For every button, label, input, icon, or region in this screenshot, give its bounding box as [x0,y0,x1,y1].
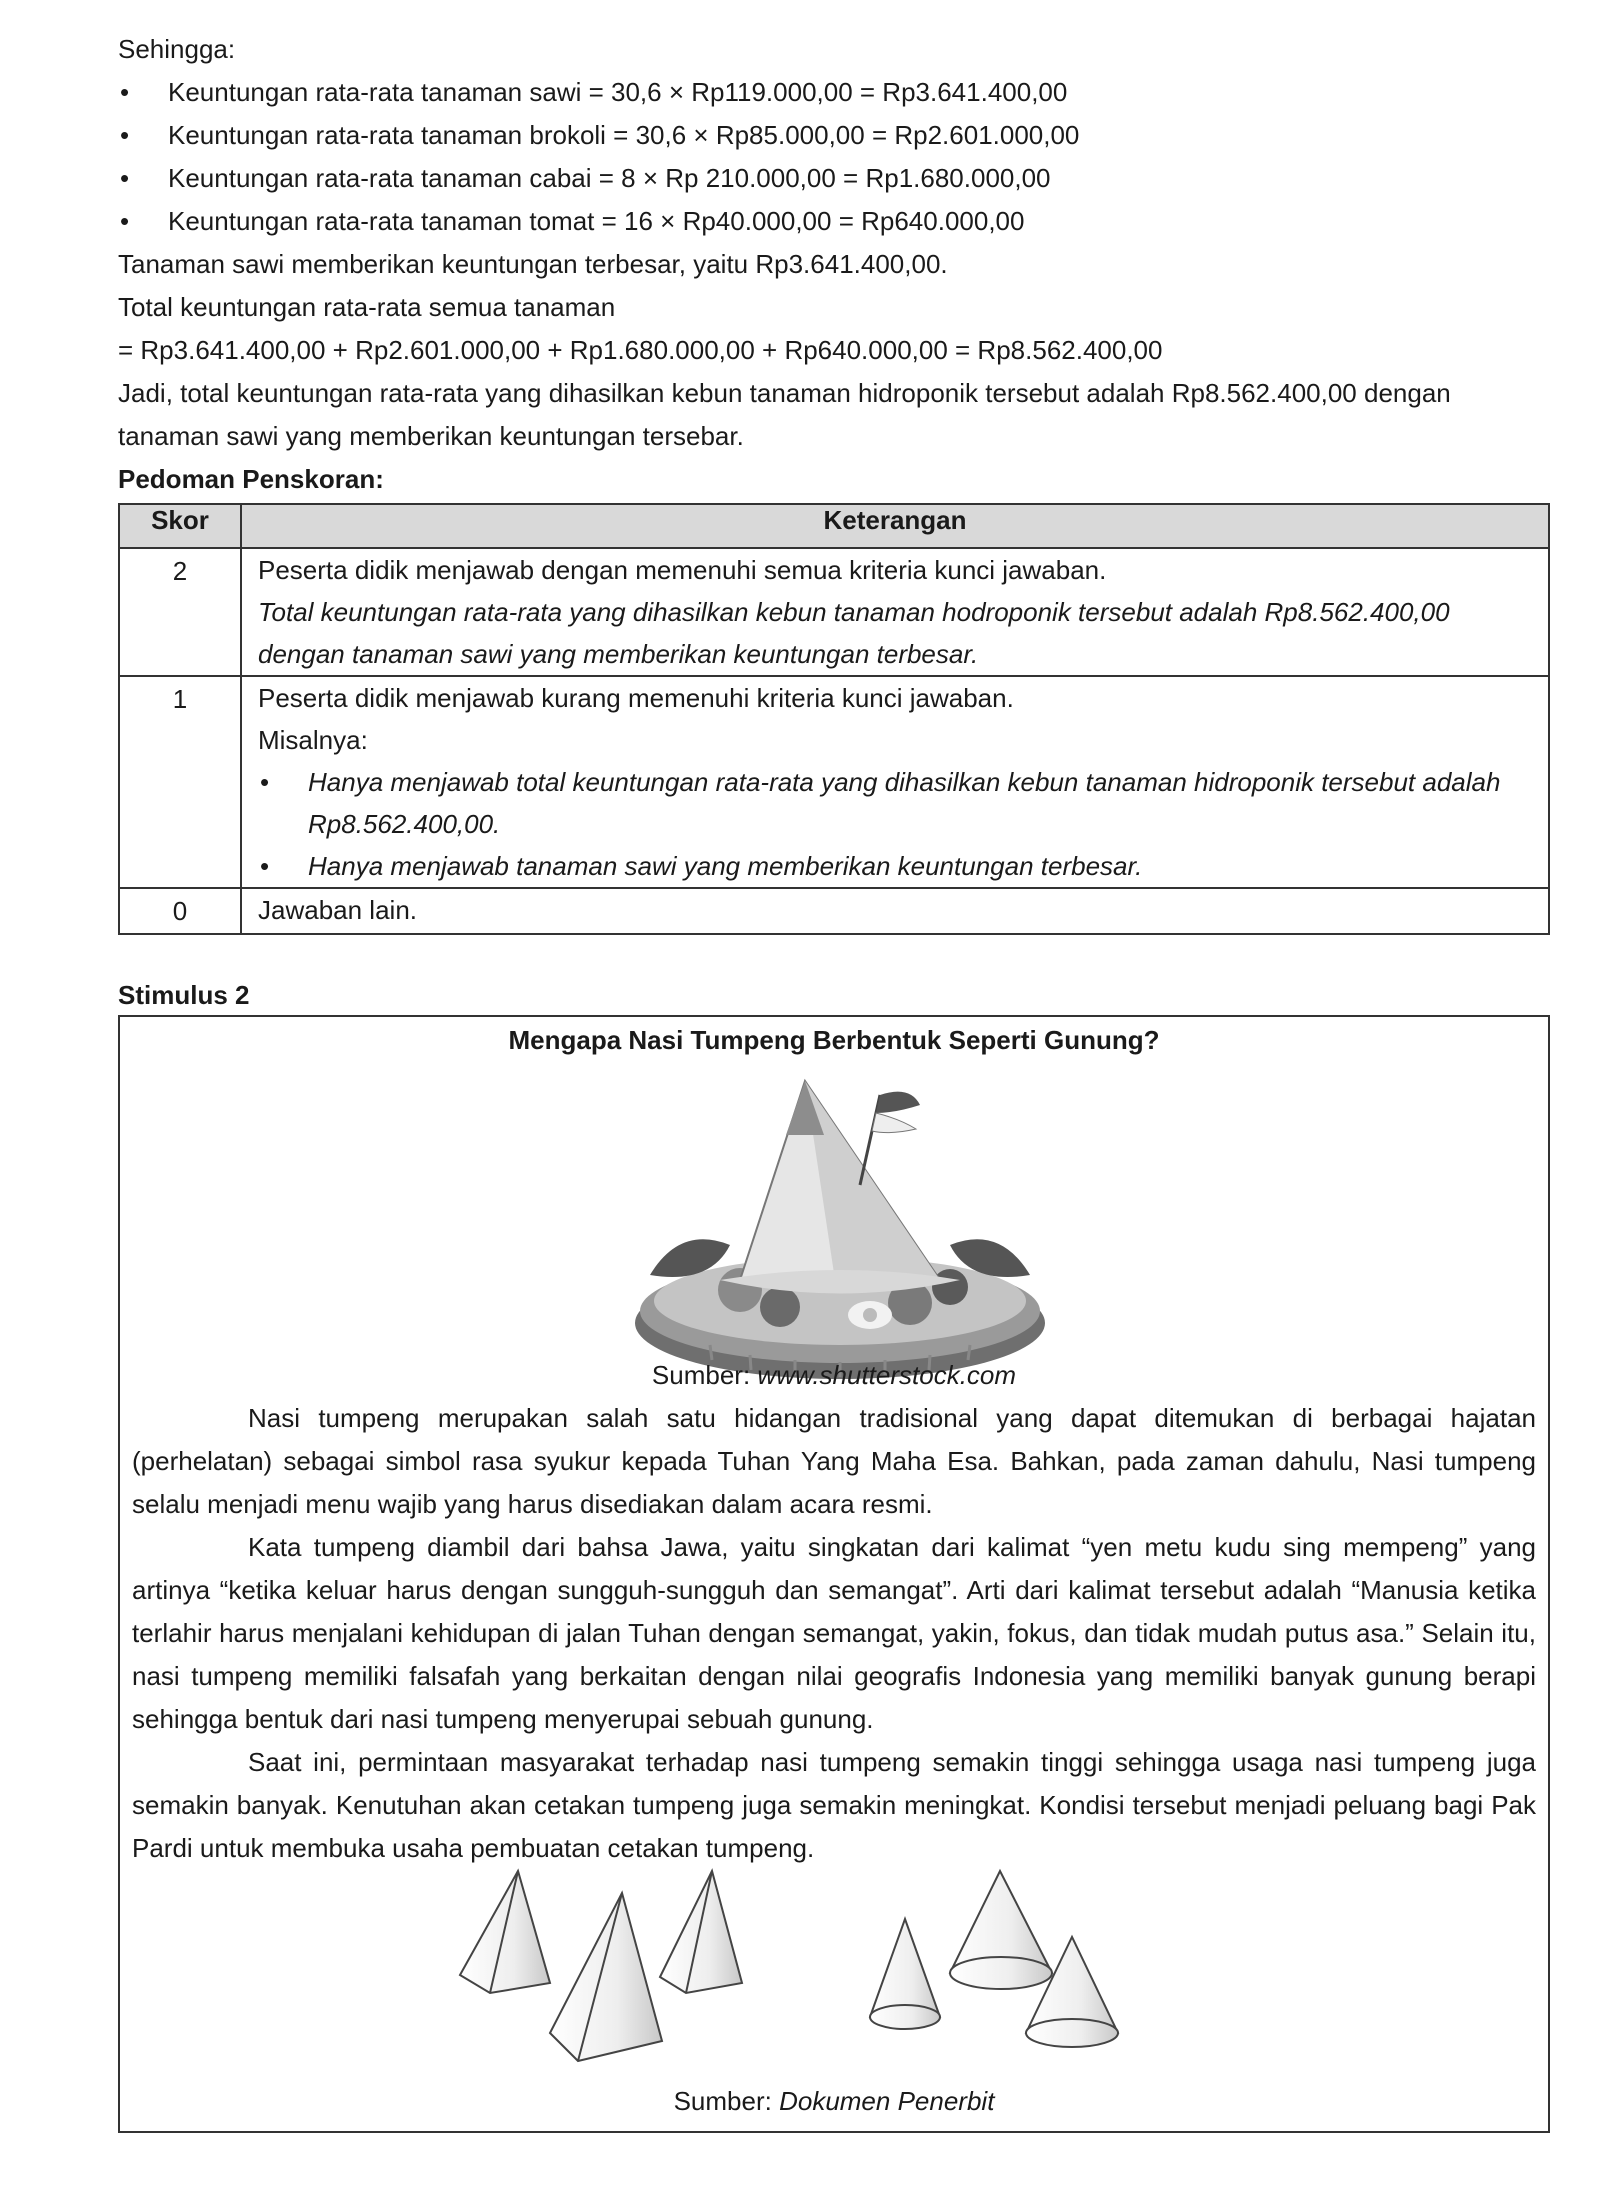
stimulus-box [118,1015,1550,2133]
score-value: 0 [119,888,241,934]
document-page [118,28,1546,2133]
stimulus-title: Mengapa Nasi Tumpeng Berbentuk Seperti Gunung? [508,1025,1160,1055]
score-value: 2 [119,548,241,676]
stimulus-paragraph: Kata tumpeng diambil dari bahsa Jawa, yaitu singkatan dari kalimat “yen metu kudu sing mempeng” yang artinya “ketika keluar harus dengan sungguh-sungguh dan semangat”. Arti dari kalimat tersebut adalah “Manusia ketika terlahir harus menjalani kehidupan di jalan Tuhan dengan semangat, yakin, fokus, dan tidak mudah putus asa.” Selain itu, nasi tumpeng memiliki falsafah yang berkaitan dengan nilai geografis Indonesia yang memiliki banyak gunung berapi sehingga bentuk dari nasi tumpeng menyerupai sebuah gunung. [132,1532,1536,1734]
description-italic: Total keuntungan rata-rata yang dihasilkan kebun tanaman hodroponik tersebut adalah Rp8.562.400,00 dengan tanaman sawi yang memberikan keuntungan terbesar. [258,597,1450,669]
description-example-label: Misalnya: [258,725,368,755]
example-list [258,761,1548,887]
stimulus-paragraph: Saat ini, permintaan masyarakat terhadap nasi tumpeng semakin tinggi sehingga usaga nasi tumpeng juga semakin banyak. Kenutuhan akan cetakan tumpeng juga semakin meningkat. Kondisi tersebut menjadi peluang bagi Pak Pardi untuk membuka usaha pembuatan cetakan tumpeng. [132,1747,1536,1863]
intro-heading: Sehingga: [118,34,236,64]
profit-item-sawi: • Keuntungan rata-rata tanaman sawi = 30,6 × Rp119.000,00 = Rp3.641.400,00 [118,71,1546,114]
table-header-row [119,504,1549,548]
total-label: Total keuntungan rata-rata semua tanaman [118,292,616,322]
image-source-1 [120,1355,1548,1395]
profit-item-cabai: • Keuntungan rata-rata tanaman cabai = 8 × Rp 210.000,00 = Rp1.680.000,00 [118,157,1546,200]
largest-profit-text: Tanaman sawi memberikan keuntungan terbesar, yaitu Rp3.641.400,00. [118,249,948,279]
scoring-table [118,503,1550,935]
tumpeng-illustration [620,1075,1060,1395]
example-item: • Hanya menjawab tanaman sawi yang memberikan keuntungan terbesar. [258,845,1538,887]
profit-item-brokoli: • Keuntungan rata-rata tanaman brokoli = 30,6 × Rp85.000,00 = Rp2.601.000,00 [118,114,1546,157]
scoring-heading: Pedoman Penskoran: [118,464,384,494]
score-value: 1 [119,676,241,888]
description-line: Jawaban lain. [258,895,417,925]
stimulus-label: Stimulus 2 [118,980,250,1010]
description-line: Peserta didik menjawab kurang memenuhi kriteria kunci jawaban. [258,683,1014,713]
source-prefix: Sumber: [673,2086,780,2116]
stimulus-text [120,1397,1548,1870]
stimulus-paragraph: Nasi tumpeng merupakan salah satu hidangan tradisional yang dapat ditemukan di berbagai hajatan (perhelatan) sebagai simbol rasa syukur kepada Tuhan Yang Maha Esa. Bahkan, pada zaman dahulu, Nasi tumpeng selalu menjadi menu wajib yang harus disediakan dalam acara resmi. [132,1403,1536,1519]
score-description [241,676,1549,888]
tumpeng-molds-illustration [450,1865,1270,2075]
image-source-2 [120,2081,1548,2121]
header-skor: Skor [119,504,241,548]
profit-list [118,71,1546,243]
conclusion-text: Jadi, total keuntungan rata-rata yang dihasilkan kebun tanaman hidroponik tersebut adalah Rp8.562.400,00 dengan tanaman sawi yang memberikan keuntungan tersebar. [118,378,1451,451]
score-description [241,888,1549,934]
score-description [241,548,1549,676]
total-calculation: = Rp3.641.400,00 + Rp2.601.000,00 + Rp1.680.000,00 + Rp640.000,00 = Rp8.562.400,00 [118,335,1163,365]
source-prefix: Sumber: [651,1360,758,1390]
example-item: • Hanya menjawab total keuntungan rata-rata yang dihasilkan kebun tanaman hidroponik tersebut adalah Rp8.562.400,00. [258,761,1538,845]
table-row [119,548,1549,676]
header-keterangan: Keterangan [241,504,1549,548]
description-line: Peserta didik menjawab dengan memenuhi semua kriteria kunci jawaban. [258,555,1107,585]
source-link-text: www.shutterstock.com [757,1360,1017,1390]
table-row [119,676,1549,888]
source-publisher-text: Dokumen Penerbit [779,2086,995,2116]
profit-item-tomat: • Keuntungan rata-rata tanaman tomat = 16 × Rp40.000,00 = Rp640.000,00 [118,200,1546,243]
table-row [119,888,1549,934]
